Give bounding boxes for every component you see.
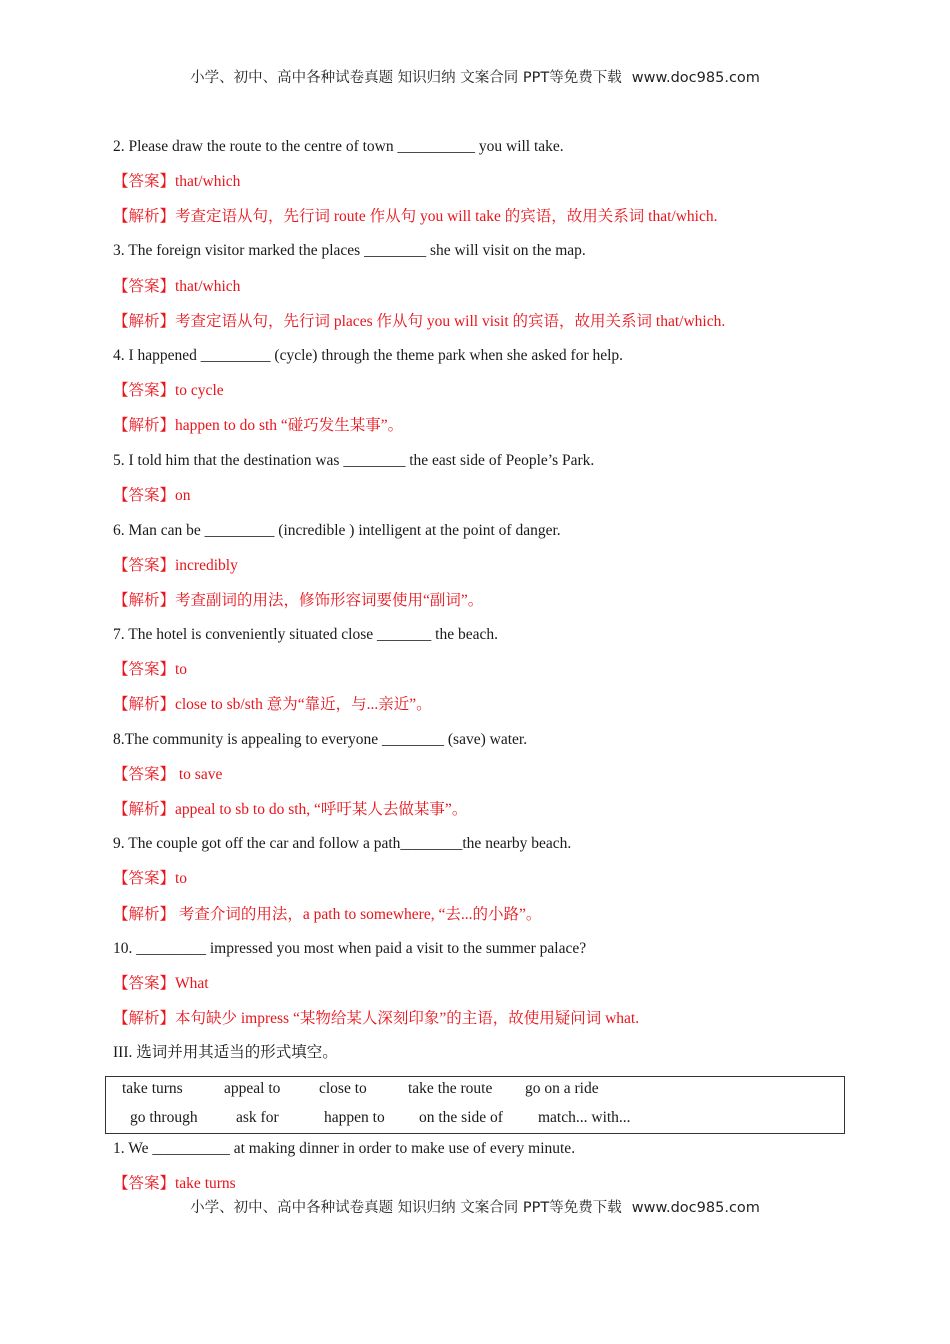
word-bank-item: go on a ride <box>525 1080 599 1097</box>
analysis-line: 【解析】考查定语从句，先行词 route 作从句 you will take 的宾语，故用关系词 that/which. <box>113 208 718 225</box>
question-line: 5. I told him that the destination was ________ the east side of People’s Park. <box>113 452 595 469</box>
question-line: 4. I happened _________ (cycle) through the theme park when she asked for help. <box>113 347 624 364</box>
header-site: www.doc985.com <box>631 70 760 86</box>
question-line: 2. Please draw the route to the centre of town __________ you will take. <box>113 138 564 155</box>
footer-text: 小学、初中、高中各种试卷真题 知识归纳 文案合同 PPT等免费下载 <box>190 1200 622 1216</box>
word-bank-item: on the side of <box>419 1109 503 1126</box>
word-bank-item: appeal to <box>224 1080 281 1097</box>
analysis-line: 【解析】 考查介词的用法，a path to somewhere, “去...的小路”。 <box>113 906 542 923</box>
page-header <box>0 66 950 87</box>
word-bank-item: close to <box>319 1080 367 1097</box>
page-footer <box>0 1196 950 1217</box>
word-bank-item: go through <box>130 1109 198 1126</box>
analysis-line: 【解析】考查副词的用法，修饰形容词要使用“副词”。 <box>113 592 484 609</box>
word-bank-item: ask for <box>236 1109 279 1126</box>
answer-line: 【答案】What <box>113 975 209 992</box>
analysis-line: 【解析】happen to do sth “碰巧发生某事”。 <box>113 417 404 434</box>
header-text: 小学、初中、高中各种试卷真题 知识归纳 文案合同 PPT等免费下载 <box>190 70 622 86</box>
question-line: 10. _________ impressed you most when paid a visit to the summer palace? <box>113 940 587 957</box>
question-line: 8.The community is appealing to everyone ________ (save) water. <box>113 731 528 748</box>
question-line: 9. The couple got off the car and follow a path________the nearby beach. <box>113 835 572 852</box>
question-line: 6. Man can be _________ (incredible ) intelligent at the point of danger. <box>113 522 561 539</box>
analysis-line: 【解析】本句缺少 impress “某物给某人深刻印象”的主语，故使用疑问词 what. <box>113 1010 640 1027</box>
question-line: 3. The foreign visitor marked the places ________ she will visit on the map. <box>113 242 586 259</box>
answer-line: 【答案】to <box>113 661 188 678</box>
section-heading: III. 选词并用其适当的形式填空。 <box>113 1044 338 1061</box>
analysis-line: 【解析】appeal to sb to do sth, “呼吁某人去做某事”。 <box>113 801 468 818</box>
question-line: 7. The hotel is conveniently situated close _______ the beach. <box>113 626 498 643</box>
word-bank <box>105 1076 845 1134</box>
answer-line: 【答案】that/which <box>113 278 241 295</box>
word-bank-item: take turns <box>122 1080 183 1097</box>
analysis-line: 【解析】close to sb/sth 意为“靠近，与...亲近”。 <box>113 696 432 713</box>
answer-line: 【答案】on <box>113 487 191 504</box>
answer-line: 【答案】incredibly <box>113 557 238 574</box>
word-bank-item: happen to <box>324 1109 385 1126</box>
analysis-line: 【解析】考查定语从句，先行词 places 作从句 you will visit 的宾语，故用关系词 that/which. <box>113 313 726 330</box>
answer-line: 【答案】that/which <box>113 173 241 190</box>
word-bank-item: match... with... <box>538 1109 631 1126</box>
answer-line: 【答案】take turns <box>113 1175 236 1192</box>
answer-line: 【答案】to <box>113 870 188 887</box>
answer-line: 【答案】 to save <box>113 766 223 783</box>
word-bank-item: take the route <box>408 1080 493 1097</box>
answer-line: 【答案】to cycle <box>113 382 224 399</box>
question-line: 1. We __________ at making dinner in order to make use of every minute. <box>113 1140 576 1157</box>
footer-site: www.doc985.com <box>631 1200 760 1216</box>
